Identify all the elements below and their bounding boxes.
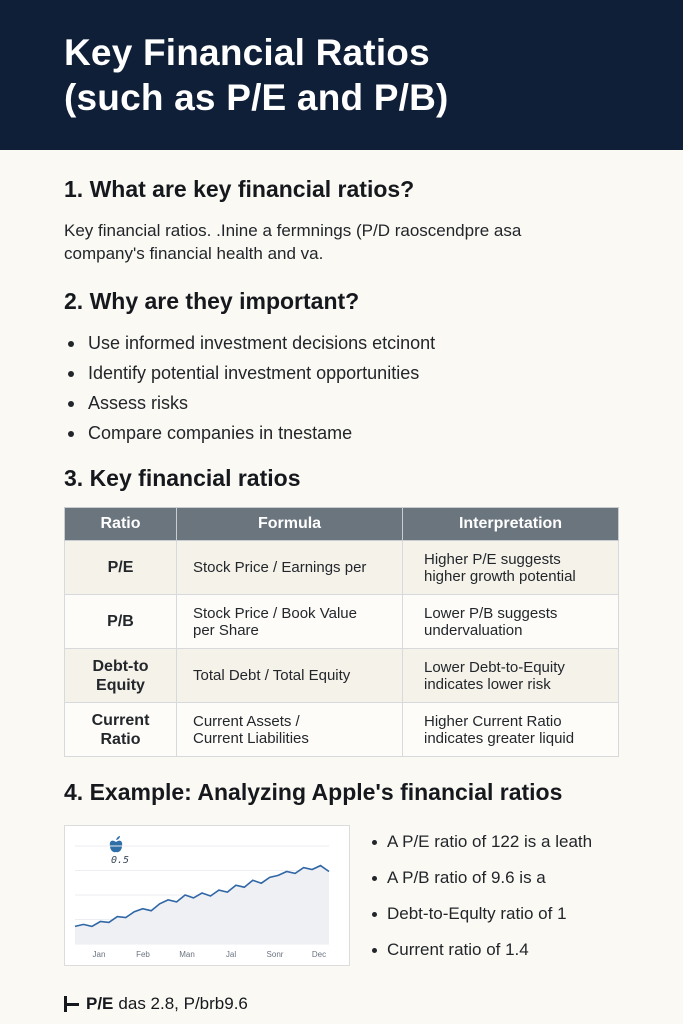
cell-line: Lower P/B suggests	[424, 604, 558, 622]
footer-marker-icon	[64, 996, 80, 1012]
cell-line: indicates lower risk	[424, 675, 551, 693]
apple-logo-icon	[110, 836, 122, 852]
column-header-interpretation: Interpretation	[403, 508, 619, 541]
table-row	[65, 541, 619, 595]
formula-cell	[177, 595, 403, 649]
list-item: Debt-to-Equlty ratio of 1	[370, 900, 592, 936]
cell-line: per Share	[193, 621, 259, 639]
cell-line: Stock Price / Earnings per	[193, 559, 367, 576]
section-2-title: 2. Why are they important?	[64, 288, 360, 314]
cell-line: Lower Debt-to-Equity	[424, 658, 565, 676]
ratio-cell	[65, 541, 177, 595]
page-title	[64, 30, 683, 120]
cell-line: Equity	[96, 676, 145, 694]
page-title-line-1: Key Financial Ratios	[64, 32, 430, 73]
section-1-text-line-1: Key financial ratios. .Inine a fermnings (P/D raoscendpre asa	[64, 221, 522, 240]
interpretation-cell	[403, 541, 619, 595]
page-title-line-2: (such as P/E and P/B)	[64, 77, 449, 118]
ratios-table	[64, 507, 619, 757]
list-item: Compare companies in tnestame	[64, 420, 435, 450]
list-item: Assess risks	[64, 390, 435, 420]
footer-text: das 2.8, P/brb9.6	[118, 994, 248, 1013]
list-item: A P/B ratio of 9.6 is a	[370, 864, 592, 900]
table-row	[65, 703, 619, 757]
column-header-ratio: Ratio	[65, 508, 177, 541]
formula-cell	[177, 649, 403, 703]
list-item: Use informed investment decisions etcinont	[64, 330, 435, 360]
cell-line: Ratio	[100, 730, 141, 748]
importance-list	[64, 330, 435, 450]
formula-cell	[177, 703, 403, 757]
interpretation-cell	[403, 649, 619, 703]
ratio-cell	[65, 595, 177, 649]
x-tick-label: Jal	[225, 950, 237, 959]
section-3-title: 3. Key financial ratios	[64, 465, 301, 491]
x-axis-labels	[93, 950, 327, 959]
cell-line: indicates greater liquid	[424, 729, 575, 747]
x-tick-label: Sonr	[266, 950, 284, 959]
interpretation-cell	[403, 703, 619, 757]
chart-value-label: 0.5	[111, 855, 130, 866]
section-4-title: 4. Example: Analyzing Apple's financial ratios	[64, 779, 563, 805]
cell-line: higher growth potential	[424, 567, 576, 585]
page-header	[0, 0, 683, 150]
cell-line: P/E	[107, 559, 134, 576]
cell-line: Higher P/E suggests	[424, 550, 561, 568]
list-item: Identify potential investment opportunities	[64, 360, 435, 390]
list-item: Current ratio of 1.4	[370, 936, 592, 972]
cell-line: Total Debt / Total Equity	[193, 667, 351, 684]
footer-bold-text: P/E	[86, 994, 114, 1013]
list-item: A P/E ratio of 122 is a leath	[370, 828, 592, 864]
cell-line: undervaluation	[424, 621, 523, 639]
cell-line: Current Liabilities	[193, 729, 309, 747]
formula-cell	[177, 541, 403, 595]
apple-ratios-list	[370, 828, 592, 972]
cell-line: Debt-to	[92, 657, 149, 675]
apple-logo-shape	[110, 836, 122, 852]
table-header-row	[65, 508, 619, 541]
stock-price-chart	[64, 825, 350, 966]
chart-svg	[65, 826, 349, 965]
x-tick-label: Feb	[136, 950, 150, 959]
x-tick-label: Jan	[92, 950, 106, 959]
cell-line: Current Assets /	[193, 712, 300, 730]
table-row	[65, 595, 619, 649]
footer-summary	[64, 994, 248, 1014]
table-row	[65, 649, 619, 703]
cell-line: Current	[91, 711, 150, 729]
cell-line: Higher Current Ratio	[424, 712, 562, 730]
chart-area	[75, 866, 329, 944]
cell-line: Stock Price / Book Value	[193, 604, 357, 622]
section-1-text	[64, 219, 644, 265]
x-tick-label: Man	[179, 950, 195, 959]
ratio-cell	[65, 703, 177, 757]
section-1-title: 1. What are key financial ratios?	[64, 176, 415, 202]
interpretation-cell	[403, 595, 619, 649]
cell-line: P/B	[107, 613, 134, 630]
column-header-formula: Formula	[177, 508, 403, 541]
section-1-text-line-2: company's financial health and va.	[64, 244, 324, 263]
x-tick-label: Dec	[311, 950, 327, 959]
ratio-cell	[65, 649, 177, 703]
